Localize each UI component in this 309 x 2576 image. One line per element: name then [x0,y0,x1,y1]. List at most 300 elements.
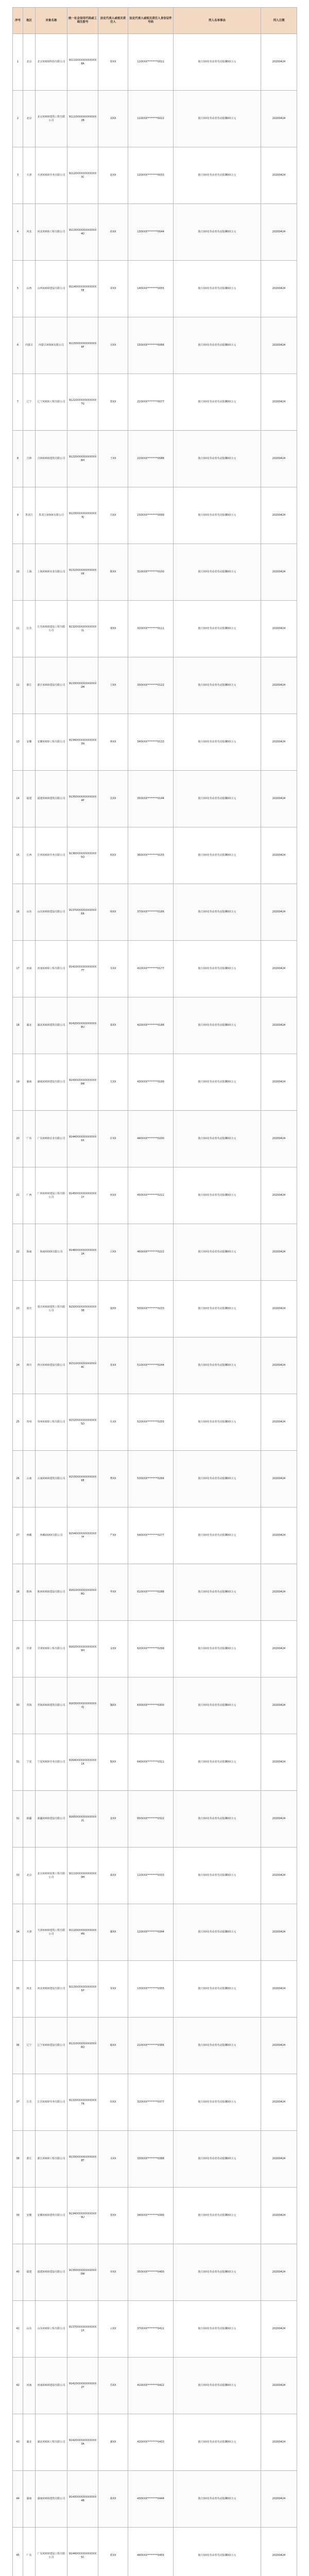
cell-index: 26 [13,1451,23,1507]
cell-legal-rep: 何XX [98,1167,128,1224]
cell-region: 天津 [23,1904,36,1961]
cell-reason: 拖欠XX名劳动者劳动报酬XX万元 [174,2018,261,2074]
cell-reason: 拖欠XX名劳动者劳动报酬XX万元 [174,1394,261,1451]
cell-entity-name: 北京XXXX科技有限公司 [36,34,67,91]
cell-reason: 拖欠XX名劳动者劳动报酬XX万元 [174,2414,261,2471]
cell-region: 青海 [23,1677,36,1734]
cell-region: 江西 [23,827,36,884]
cell-region: 广东 [23,2528,36,2576]
cell-listed-date: 20200424 [261,884,297,941]
cell-region: 河南 [23,2358,36,2414]
table-row [13,1904,297,1961]
cell-credit-code: 91370XXXXXXXXXXX6R [67,884,98,941]
cell-credit-code: 91360XXXXXXXXXXX5Q [67,827,98,884]
cell-region: 新疆 [23,1791,36,1848]
cell-credit-code: 91410XXXXXXXXXXX7T [67,941,98,997]
table-row [13,1167,297,1224]
cell-id-number: 330XXX********0122 [128,657,174,714]
cell-reason: 拖欠XX名劳动者劳动报酬XX万元 [174,1677,261,1734]
cell-region: 浙江 [23,657,36,714]
cell-listed-date: 20200424 [261,1281,297,1337]
cell-legal-rep: 潘XX [98,2414,128,2471]
document-sheet [12,7,297,2576]
cell-entity-name: 山西XXXX建设有限公司 [36,261,67,317]
cell-listed-date: 20200424 [261,1621,297,1677]
cell-credit-code: 91120XXXXXXXXXXX3C [67,147,98,204]
cell-region: 福建 [23,771,36,827]
cell-id-number: 350XXX********0400 [128,2244,174,2301]
cell-reason: 拖欠XX名劳动者劳动报酬XX万元 [174,2188,261,2244]
cell-credit-code: 91510XXXXXXXXXXX4C [67,1337,98,1394]
cell-entity-name: 云南XXXX建筑有限公司 [36,1451,67,1507]
table-row [13,1677,297,1734]
cell-region: 河北 [23,1961,36,2018]
cell-reason: 拖欠XX名劳动者劳动报酬XX万元 [174,1734,261,1791]
cell-reason: 拖欠XX名劳动者劳动报酬XX万元 [174,771,261,827]
cell-entity-name: 海南XXXX有限公司 [36,1224,67,1281]
cell-reason: 拖欠XX名劳动者劳动报酬XX万元 [174,147,261,204]
cell-credit-code: 91440XXXXXXXXXXX0X [67,1111,98,1167]
cell-reason: 拖欠XX名劳动者劳动报酬XX万元 [174,544,261,601]
cell-region: 河南 [23,941,36,997]
cell-listed-date: 20200424 [261,1848,297,1904]
cell-credit-code: 91150XXXXXXXXXXX6F [67,317,98,374]
cell-credit-code: 91140XXXXXXXXXXX5E [67,261,98,317]
cell-legal-rep: 冯XX [98,487,128,544]
cell-region: 陕西 [23,1564,36,1621]
cell-id-number: 120XXX********0344 [128,1904,174,1961]
table-row [13,601,297,657]
table-header [13,8,297,34]
cell-id-number: 140XXX********0055 [128,261,174,317]
cell-legal-rep: 邹XX [98,1961,128,2018]
cell-reason: 拖欠XX名劳动者劳动报酬XX万元 [174,91,261,147]
cell-legal-rep: 刘XX [98,91,128,147]
cell-index: 23 [13,1281,23,1337]
cell-region: 天津 [23,147,36,204]
cell-listed-date: 20200424 [261,997,297,1054]
cell-index: 25 [13,1394,23,1451]
header-listed-date: 列入日期 [261,8,297,34]
cell-credit-code: 91410XXXXXXXXXXX2Y [67,2358,98,2414]
cell-id-number: 420XXX********0188 [128,997,174,1054]
cell-region: 广西 [23,1167,36,1224]
cell-legal-rep: 吕XX [98,1224,128,1281]
cell-id-number: 540XXX********0277 [128,1507,174,1564]
cell-legal-rep: 姜XX [98,1791,128,1848]
cell-reason: 拖欠XX名劳动者劳动报酬XX万元 [174,2471,261,2528]
cell-reason: 拖欠XX名劳动者劳动报酬XX万元 [174,601,261,657]
cell-id-number: 150XXX********0066 [128,317,174,374]
cell-region: 安徽 [23,714,36,771]
cell-region: 甘肃 [23,1621,36,1677]
cell-region: 山东 [23,884,36,941]
cell-id-number: 220XXX********0088 [128,431,174,487]
cell-credit-code: 91450XXXXXXXXXXX1Y [67,1167,98,1224]
cell-reason: 拖欠XX名劳动者劳动报酬XX万元 [174,1904,261,1961]
cell-credit-code: 91350XXXXXXXXXXX4P [67,771,98,827]
cell-legal-rep: 朱XX [98,941,128,997]
cell-legal-rep: 杨XX [98,884,128,941]
cell-legal-rep: 孙XX [98,204,128,261]
header-entity-name: 对象名称 [36,8,67,34]
cell-index: 42 [13,2358,23,2414]
cell-id-number: 340XXX********0133 [128,714,174,771]
table-row [13,2528,297,2576]
cell-legal-rep: 谢XX [98,1904,128,1961]
cell-entity-name: 广西XXXX建设工程有限公司 [36,1167,67,1224]
table-row [13,2414,297,2471]
cell-region: 西藏 [23,1507,36,1564]
cell-region: 吉林 [23,431,36,487]
cell-entity-name: 江苏XXXX建设工程有限公司 [36,601,67,657]
cell-region: 上海 [23,544,36,601]
cell-reason: 拖欠XX名劳动者劳动报酬XX万元 [174,1111,261,1167]
cell-reason: 拖欠XX名劳动者劳动报酬XX万元 [174,657,261,714]
cell-entity-name: 福建XXXX建设有限公司 [36,2244,67,2301]
cell-entity-name: 北京XXXX装饰工程有限公司 [36,1848,67,1904]
header-row [13,8,297,34]
table-row [13,317,297,374]
cell-legal-rep: 蒋XX [98,714,128,771]
cell-legal-rep: 徐XX [98,34,128,91]
cell-entity-name: 甘肃XXXX工程有限公司 [36,1621,67,1677]
cell-credit-code: 91110XXXXXXXXXXX8A [67,34,98,91]
table-row [13,2188,297,2244]
cell-region: 四川 [23,1337,36,1394]
cell-legal-rep: 沈XX [98,771,128,827]
table-row [13,884,297,941]
table-row [13,941,297,997]
cell-id-number: 640XXX********0311 [128,1734,174,1791]
cell-index: 14 [13,771,23,827]
cell-entity-name: 河北XXXX工程有限公司 [36,204,67,261]
header-id-number: 法定代表人或相关责任人身份证件号码 [128,8,174,34]
cell-entity-name: 宁夏XXXX劳务有限公司 [36,1734,67,1791]
cell-index: 29 [13,1621,23,1677]
cell-listed-date: 20200424 [261,91,297,147]
cell-credit-code: 91340XXXXXXXXXXX3N [67,714,98,771]
cell-credit-code: 91330XXXXXXXXXXX8T [67,2131,98,2188]
cell-credit-code: 91520XXXXXXXXXXX5D [67,1394,98,1451]
cell-entity-name: 黑龙江XXXX有限公司 [36,487,67,544]
cell-region: 山西 [23,261,36,317]
cell-listed-date: 20200424 [261,1961,297,2018]
cell-entity-name: 浙江XXXX建设有限公司 [36,657,67,714]
cell-listed-date: 20200424 [261,2188,297,2244]
table-row [13,2018,297,2074]
table-row [13,714,297,771]
cell-index: 5 [13,261,23,317]
table-row [13,91,297,147]
cell-legal-rep: 魏XX [98,1677,128,1734]
cell-index: 15 [13,827,23,884]
cell-entity-name: 青海XXXX建筑有限公司 [36,1677,67,1734]
cell-index: 45 [13,2528,23,2576]
cell-entity-name: 吉林XXXX建筑有限公司 [36,431,67,487]
cell-listed-date: 20200424 [261,827,297,884]
table-row [13,374,297,431]
cell-reason: 拖欠XX名劳动者劳动报酬XX万元 [174,1337,261,1394]
cell-id-number: 360XXX********0155 [128,827,174,884]
cell-index: 1 [13,34,23,91]
cell-credit-code: 91610XXXXXXXXXXX8G [67,1564,98,1621]
cell-listed-date: 20200424 [261,204,297,261]
cell-index: 9 [13,487,23,544]
cell-reason: 拖欠XX名劳动者劳动报酬XX万元 [174,997,261,1054]
cell-legal-rep: 柏XX [98,2074,128,2131]
cell-id-number: 340XXX********0399 [128,2188,174,2244]
cell-region: 贵州 [23,1394,36,1451]
cell-credit-code: 91320XXXXXXXXXXX7R [67,2074,98,2131]
cell-listed-date: 20200424 [261,544,297,601]
header-region: 地区 [23,8,36,34]
cell-credit-code: 91320XXXXXXXXXXX1L [67,601,98,657]
cell-id-number: 130XXX********0044 [128,204,174,261]
table-row [13,1734,297,1791]
cell-legal-rep: 苏XX [98,2358,128,2414]
cell-credit-code: 91310XXXXXXXXXXX0K [67,544,98,601]
cell-id-number: 430XXX********0444 [128,2471,174,2528]
cell-region: 广东 [23,1111,36,1167]
cell-listed-date: 20200424 [261,1564,297,1621]
cell-id-number: 610XXX********0288 [128,1564,174,1621]
cell-index: 44 [13,2471,23,2528]
table-row [13,2471,297,2528]
cell-reason: 拖欠XX名劳动者劳动报酬XX万元 [174,1167,261,1224]
cell-listed-date: 20200424 [261,431,297,487]
cell-id-number: 130XXX********0355 [128,1961,174,2018]
cell-credit-code: 91640XXXXXXXXXXX1K [67,1734,98,1791]
cell-credit-code: 91370XXXXXXXXXXX1X [67,2301,98,2358]
cell-id-number: 110XXX********0333 [128,1848,174,1904]
cell-region: 重庆 [23,1281,36,1337]
cell-legal-rep: 陶XX [98,1734,128,1791]
cell-index: 3 [13,147,23,204]
cell-index: 36 [13,2018,23,2074]
cell-id-number: 410XXX********0177 [128,941,174,997]
header-legal-rep: 法定代表人或相关责任人 [98,8,128,34]
cell-reason: 拖欠XX名劳动者劳动报酬XX万元 [174,487,261,544]
cell-index: 11 [13,601,23,657]
cell-region: 河北 [23,204,36,261]
cell-legal-rep: 郑XX [98,374,128,431]
cell-region: 北京 [23,1848,36,1904]
cell-region: 湖南 [23,1054,36,1111]
cell-legal-rep: 奚XX [98,2528,128,2576]
table-row [13,1451,297,1507]
blacklist-table [12,7,297,2576]
cell-reason: 拖欠XX名劳动者劳动报酬XX万元 [174,1564,261,1621]
cell-legal-rep: 周XX [98,261,128,317]
cell-listed-date: 20200424 [261,1111,297,1167]
cell-listed-date: 20200424 [261,2244,297,2301]
cell-entity-name: 北京XXXX建筑工程有限公司 [36,91,67,147]
table-row [13,261,297,317]
cell-legal-rep: 孔XX [98,1394,128,1451]
cell-id-number: 370XXX********0166 [128,884,174,941]
cell-id-number: 210XXX********0366 [128,2018,174,2074]
cell-credit-code: 91120XXXXXXXXXXX4N [67,1904,98,1961]
cell-legal-rep: 水XX [98,2131,128,2188]
cell-legal-rep: 张XX [98,1337,128,1394]
cell-legal-rep: 云XX [98,2301,128,2358]
cell-credit-code: 91210XXXXXXXXXXX6Q [67,2018,98,2074]
cell-listed-date: 20200424 [261,1904,297,1961]
cell-legal-rep: 窦XX [98,2188,128,2244]
cell-listed-date: 20200424 [261,2471,297,2528]
table-row [13,827,297,884]
cell-id-number: 620XXX********0299 [128,1621,174,1677]
table-row [13,1961,297,2018]
table-row [13,771,297,827]
cell-region: 辽宁 [23,2018,36,2074]
cell-reason: 拖欠XX名劳动者劳动报酬XX万元 [174,2244,261,2301]
table-row [13,1394,297,1451]
table-row [13,431,297,487]
cell-legal-rep: 卫XX [98,657,128,714]
cell-entity-name: 陕西XXXX建设有限公司 [36,1564,67,1621]
cell-id-number: 410XXX********0422 [128,2358,174,2414]
cell-reason: 拖欠XX名劳动者劳动报酬XX万元 [174,941,261,997]
cell-region: 辽宁 [23,374,36,431]
cell-entity-name: 湖北XXXX工程有限公司 [36,2414,67,2471]
cell-index: 10 [13,544,23,601]
cell-index: 28 [13,1564,23,1621]
cell-entity-name: 湖南XXXX建筑有限公司 [36,2471,67,2528]
cell-entity-name: 安徽XXXX建筑有限公司 [36,2188,67,2244]
cell-entity-name: 河南XXXX工程有限公司 [36,941,67,997]
cell-index: 32 [13,1791,23,1848]
cell-legal-rep: 戚XX [98,1848,128,1904]
cell-id-number: 320XXX********0377 [128,2074,174,2131]
cell-entity-name: 福建XXXX建筑有限公司 [36,771,67,827]
cell-id-number: 440XXX********0200 [128,1111,174,1167]
cell-listed-date: 20200424 [261,1054,297,1111]
cell-reason: 拖欠XX名劳动者劳动报酬XX万元 [174,714,261,771]
cell-entity-name: 新疆XXXX建设有限公司 [36,1791,67,1848]
cell-reason: 拖欠XX名劳动者劳动报酬XX万元 [174,884,261,941]
cell-credit-code: 91130XXXXXXXXXXX4D [67,204,98,261]
cell-listed-date: 20200424 [261,1734,297,1791]
cell-listed-date: 20200424 [261,771,297,827]
cell-reason: 拖欠XX名劳动者劳动报酬XX万元 [174,34,261,91]
cell-reason: 拖欠XX名劳动者劳动报酬XX万元 [174,1791,261,1848]
cell-index: 24 [13,1337,23,1394]
cell-index: 31 [13,1734,23,1791]
cell-id-number: 230XXX********0099 [128,487,174,544]
table-row [13,147,297,204]
cell-region: 黑龙江 [23,487,36,544]
table-row [13,1111,297,1167]
table-row [13,1621,297,1677]
cell-region: 湖北 [23,2414,36,2471]
cell-listed-date: 20200424 [261,714,297,771]
cell-index: 27 [13,1507,23,1564]
cell-index: 2 [13,91,23,147]
cell-reason: 拖欠XX名劳动者劳动报酬XX万元 [174,2074,261,2131]
cell-listed-date: 20200424 [261,147,297,204]
cell-reason: 拖欠XX名劳动者劳动报酬XX万元 [174,1507,261,1564]
cell-credit-code: 91530XXXXXXXXXXX6E [67,1451,98,1507]
table-row [13,997,297,1054]
cell-legal-rep: 施XX [98,1281,128,1337]
cell-region: 北京 [23,34,36,91]
cell-listed-date: 20200424 [261,1167,297,1224]
cell-listed-date: 20200424 [261,1224,297,1281]
cell-credit-code: 91220XXXXXXXXXXX8H [67,431,98,487]
cell-listed-date: 20200424 [261,2301,297,2358]
cell-entity-name: 广东XXXX建设工程有限公司 [36,2528,67,2576]
cell-id-number: 330XXX********0388 [128,2131,174,2188]
table-row [13,204,297,261]
cell-legal-rep: 韩XX [98,827,128,884]
cell-legal-rep: 赵XX [98,147,128,204]
table-row [13,2244,297,2301]
cell-credit-code: 91500XXXXXXXXXXX3B [67,1281,98,1337]
cell-legal-rep: 尤XX [98,1054,128,1111]
cell-reason: 拖欠XX名劳动者劳动报酬XX万元 [174,317,261,374]
cell-entity-name: 河北XXXX建设有限公司 [36,1961,67,2018]
cell-index: 19 [13,1054,23,1111]
cell-reason: 拖欠XX名劳动者劳动报酬XX万元 [174,374,261,431]
cell-id-number: 120XXX********0033 [128,147,174,204]
cell-credit-code: 91130XXXXXXXXXXX5P [67,1961,98,2018]
table-row [13,1791,297,1848]
table-row [13,2131,297,2188]
cell-reason: 拖欠XX名劳动者劳动报酬XX万元 [174,2301,261,2358]
cell-index: 4 [13,204,23,261]
cell-listed-date: 20200424 [261,261,297,317]
cell-region: 北京 [23,91,36,147]
cell-region: 湖北 [23,997,36,1054]
cell-id-number: 350XXX********0144 [128,771,174,827]
cell-legal-rep: 章XX [98,2244,128,2301]
cell-listed-date: 20200424 [261,317,297,374]
cell-credit-code: 91540XXXXXXXXXXX7F [67,1507,98,1564]
cell-listed-date: 20200424 [261,487,297,544]
header-credit-code: 统一社会信用代码或工商注册号 [67,8,98,34]
cell-id-number: 370XXX********0411 [128,2301,174,2358]
cell-listed-date: 20200424 [261,2414,297,2471]
cell-reason: 拖欠XX名劳动者劳动报酬XX万元 [174,204,261,261]
cell-index: 7 [13,374,23,431]
table-row [13,1337,297,1394]
cell-index: 16 [13,884,23,941]
cell-listed-date: 20200424 [261,1677,297,1734]
cell-entity-name: 山东XXXX工程有限公司 [36,2301,67,2358]
cell-credit-code: 91440XXXXXXXXXXX5C [67,2528,98,2576]
cell-region: 福建 [23,2244,36,2301]
cell-index: 21 [13,1167,23,1224]
cell-index: 12 [13,657,23,714]
cell-legal-rep: 秦XX [98,997,128,1054]
cell-entity-name: 辽宁XXXX工程有限公司 [36,374,67,431]
cell-id-number: 530XXX********0266 [128,1451,174,1507]
cell-credit-code: 91110XXXXXXXXXXX3M [67,1848,98,1904]
cell-index: 39 [13,2188,23,2244]
cell-entity-name: 辽宁XXXX建设有限公司 [36,2018,67,2074]
cell-entity-name: 湖北XXXX建筑有限公司 [36,997,67,1054]
cell-listed-date: 20200424 [261,2131,297,2188]
cell-legal-rep: 葛XX [98,2471,128,2528]
cell-region: 江苏 [23,2074,36,2131]
cell-index: 38 [13,2131,23,2188]
cell-credit-code: 91420XXXXXXXXXXX8U [67,997,98,1054]
header-index: 序号 [13,8,23,34]
cell-credit-code: 91210XXXXXXXXXXX7G [67,374,98,431]
cell-index: 6 [13,317,23,374]
